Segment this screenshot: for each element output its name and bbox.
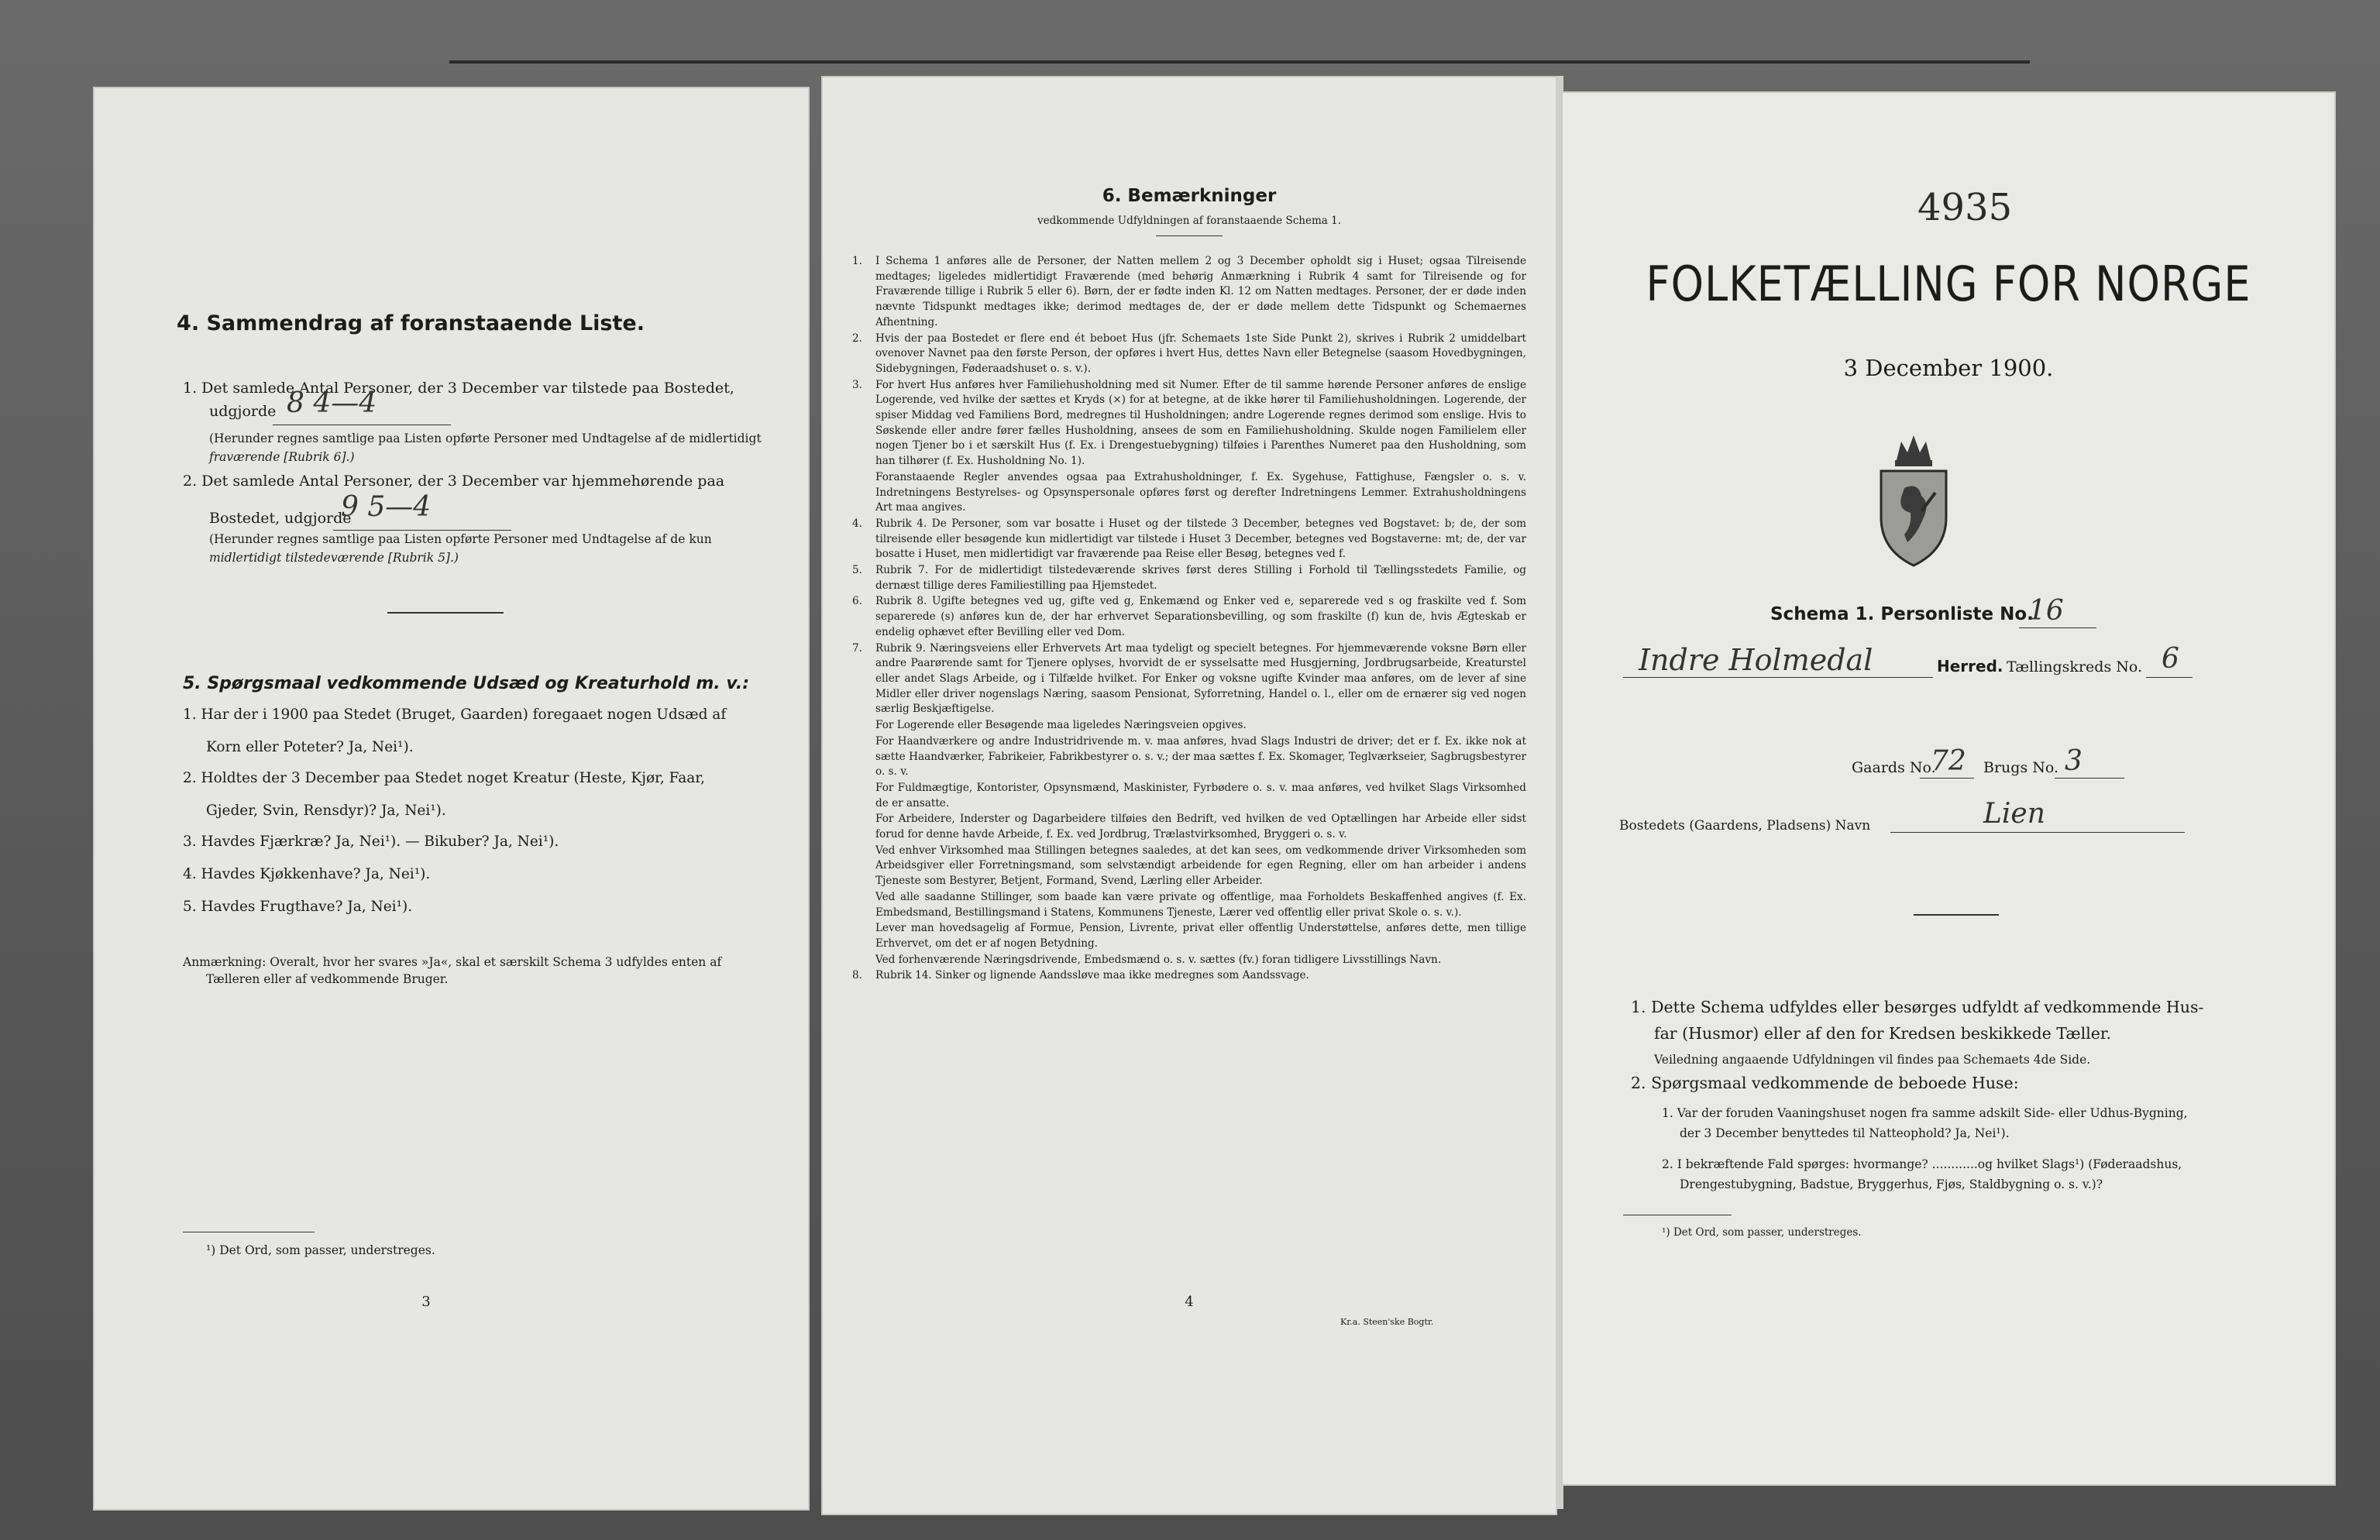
instruction-2-1a: 1. Var der foruden Vaaningshuset nogen fra samme adskilt Side- eller Udhus-Bygning, xyxy=(1662,1106,2188,1120)
remark-text: Lever man hovedsagelig af Formue, Pension, Livrente, privat eller offentlig Understøttelse, anføres dette, men tillige Erhvervet, om det er af nogen Betydning. xyxy=(875,922,1526,950)
remark-number: 2. xyxy=(852,332,862,345)
s4-q1-note-b: fraværende [Rubrik 6].) xyxy=(209,450,355,464)
census-date: 3 December 1900. xyxy=(1843,355,2054,381)
bosted-value: Lien xyxy=(1983,798,2045,830)
instruction-2-1b: der 3 December benyttedes til Natteophold? Ja, Nei¹). xyxy=(1680,1126,2010,1140)
remark-text: For Arbeidere, Inderster og Dagarbeidere tilføies den Bedrift, ved hvilken de ved Optællingen har Arbeide eller sidst forud for denne havde Arbeide, f. Ex. ved Jordbrug, Trælastvirksomhed, Bryggeri o. s. v. xyxy=(875,813,1526,841)
s5-note-a: Anmærkning: Overalt, hvor her svares »Ja«, skal et særskilt Schema 3 udfyldes enten af xyxy=(183,955,722,969)
divider xyxy=(387,612,504,614)
remark-number xyxy=(852,921,875,951)
remark-item xyxy=(852,641,1526,718)
remarks-subtitle: vedkommende Udfyldningen af foranstaaende Schema 1. xyxy=(1037,215,1341,227)
gaards-value: 72 xyxy=(1931,745,1966,777)
remark-text: For Haandværkere og andre Industridrivende m. v. maa anføres, hvad Slags Industri de driver; det er f. Ex. ikke nok at sætte Haandværker, Fabrikeier, Fabrikbestyrer o. s. v.; der maa sættes f. Ex. Skomager, Teglværkseier, Sagbrugsbestyrer o. s. v. xyxy=(875,734,1526,779)
remark-number xyxy=(852,470,875,516)
remark-number: 8. xyxy=(852,969,862,982)
s4-q2-answer: 9 5—4 xyxy=(341,491,432,523)
s4-q1-line: 1. Det samlede Antal Personer, der 3 December var tilstede paa Bostedet, xyxy=(183,380,734,397)
section-5-title: 5. Spørgsmaal vedkommende Udsæd og Kreaturhold m. v.: xyxy=(183,674,750,693)
field-line xyxy=(2146,677,2193,678)
remark-item xyxy=(852,563,1526,593)
s5-q1a: 1. Har der i 1900 paa Stedet (Bruget, Gaarden) foregaaet nogen Udsæd af xyxy=(183,706,727,723)
instruction-2: 2. Spørgsmaal vedkommende de beboede Huse: xyxy=(1631,1074,2019,1092)
page-number-4: 4 xyxy=(1185,1294,1194,1310)
section-4-title: 4. Sammendrag af foranstaaende Liste. xyxy=(177,311,645,335)
remark-text: Rubrik 8. Ugifte betegnes ved ug, gifte ved g, Enkemænd og Enker ved e, separerede ved s og fraskilte ved f. Som separerede (s) anføres kun de, der har erhvervet Separationsbevilling, og som fraskilte (f) kun de, hvis Ægteskab er endelig ophævet efter Bevilling eller ved Dom. xyxy=(875,595,1526,638)
remark-item xyxy=(852,812,1526,842)
schema-number: 16 xyxy=(2028,595,2064,627)
s5-q3: 3. Havdes Fjærkræ? Ja, Nei¹). — Bikuber? Ja, Nei¹). xyxy=(183,834,559,850)
remark-text: For Fuldmægtige, Kontorister, Opsynsmænd, Maskinister, Fyrbødere o. s. v. maa anføres, ved hvilket Slags Virksomhed de er ansatte. xyxy=(875,781,1526,810)
s4-q1-answer: 8 4—4 xyxy=(287,387,377,419)
remark-item xyxy=(852,734,1526,780)
schema-label: Schema 1. Personliste No. xyxy=(1770,604,2034,624)
remark-item xyxy=(852,378,1526,469)
archive-number: 4935 xyxy=(1917,186,2013,229)
s5-q1b: Korn eller Poteter? Ja, Nei¹). xyxy=(206,739,414,755)
remark-number: 6. xyxy=(852,595,862,608)
remark-number: 4. xyxy=(852,517,862,530)
krets-value: 6 xyxy=(2162,643,2179,675)
remark-item xyxy=(852,844,1526,889)
instruction-2-2a: 2. I bekræftende Fald spørges: hvormange? ............og hvilket Slags¹) (Føderaadshus, xyxy=(1662,1157,2182,1171)
s4-q1-note-a: (Herunder regnes samtlige paa Listen opførte Personer med Undtagelse af de midlertidigt xyxy=(209,431,762,445)
remark-text: I Schema 1 anføres alle de Personer, der Natten mellem 2 og 3 December opholdt sig i Huset; ogsaa Tilreisende medtages; ligeledes midlertidigt Fraværende (med behørig Anmærkning i Rubrik 4 samt for Tilreisende og for Fraværende tillige i Rubrik 5 eller 6). Børn, der er fødte inden Kl. 12 om Natten medtages. Personer, der er døde inden nævnte Tidspunkt medtages ikke; derimod medtages de, der er døde mellem dette Tidspunkt og Schemaernes Afhentning. xyxy=(875,255,1526,328)
field-line xyxy=(1623,677,1933,678)
gaards-label: Gaards No. xyxy=(1852,759,1936,776)
remark-item xyxy=(852,718,1526,734)
remarks-title: 6. Bemærkninger xyxy=(1102,186,1277,206)
remark-item xyxy=(852,890,1526,920)
instruction-1a: 1. Dette Schema udfyldes eller besørges udfyldt af vedkommende Hus- xyxy=(1631,998,2204,1016)
instruction-2-2b: Drengestubygning, Badstue, Bryggerhus, Fjøs, Staldbygning o. s. v.)? xyxy=(1680,1177,2103,1191)
answer-line xyxy=(333,530,511,531)
remark-item xyxy=(852,332,1526,377)
s5-q5: 5. Havdes Frugthave? Ja, Nei¹). xyxy=(183,899,413,915)
herred-value: Indre Holmedal xyxy=(1639,643,1873,677)
s4-q1-label: udgjorde xyxy=(209,403,277,420)
brugs-label: Brugs No. xyxy=(1983,759,2059,776)
remark-text: For Logerende eller Besøgende maa ligeledes Næringsveien opgives. xyxy=(875,719,1247,732)
remark-item xyxy=(852,968,1526,984)
remark-number: 5. xyxy=(852,564,862,577)
right-footnote: ¹) Det Ord, som passer, understreges. xyxy=(1662,1226,1862,1239)
s5-note-b: Tælleren eller af vedkommende Bruger. xyxy=(206,972,449,986)
remark-item xyxy=(852,517,1526,562)
printer-mark: Kr.a. Steen'ske Bogtr. xyxy=(1340,1317,1434,1327)
remark-item xyxy=(852,953,1526,968)
s4-q2-line: 2. Det samlede Antal Personer, der 3 December var hjemmehørende paa xyxy=(183,473,725,490)
remark-number xyxy=(852,781,875,811)
s5-q2a: 2. Holdtes der 3 December paa Stedet noget Kreatur (Heste, Kjør, Faar, xyxy=(183,770,705,786)
s4-q2-note-b: midlertidigt tilstedeværende [Rubrik 5].) xyxy=(209,551,459,565)
remark-text: For hvert Hus anføres hver Familiehusholdning med sit Numer. Efter de til samme hørende Personer anføres de enslige Logerende, ved hvilke der sættes et Kryds (×) for at betegne, at de ikke hører til Familiehusholdningen. Logerende, der spiser Middag ved Familiens Bord, medregnes til Husholdningen; andre Logerende regnes derimod som enslige. Hvis to Søskende eller andre fører fælles Husholdning, ansees de som en Familiehusholdning. Skulde nogen Familielem eller nogen Tjener bo i et særskilt Hus (f. Ex. i Drengestuebygning) tilføies i Parenthes Numeret paa den Husholdning, som han tilhører (f. Ex. Husholdning No. 1). xyxy=(875,378,1526,468)
remark-item xyxy=(852,594,1526,640)
field-line xyxy=(1890,832,2185,833)
remark-number xyxy=(852,953,875,968)
bosted-label: Bostedets (Gaardens, Pladsens) Navn xyxy=(1619,818,1871,834)
krets-label: Tællingskreds No. xyxy=(2007,658,2142,675)
herred-label: Herred. xyxy=(1937,657,2003,675)
instruction-1c: Veiledning angaaende Udfyldningen vil findes paa Schemaets 4de Side. xyxy=(1654,1053,2091,1067)
field-line xyxy=(2019,627,2096,628)
remarks-list xyxy=(852,254,1526,985)
remark-number xyxy=(852,718,875,734)
remark-item xyxy=(852,921,1526,951)
brugs-value: 3 xyxy=(2065,745,2082,777)
remark-number: 1. xyxy=(852,255,862,267)
remark-text: Rubrik 9. Næringsveiens eller Erhvervets Art maa tydeligt og specielt betegnes. For hjemmeværende voksne Børn eller andre Paarørende samt for Tjenere oplyses, hvorvidt de er sysselsatte med Husgjerning, Jordbrugsarbeide, Kreaturstel eller andet Slags Arbeide, og i Tilfælde hvilket. For Enker og voksne ugifte Kvinder maa anføres, om de lever af sine Midler eller driver nogenslags Næring, saasom Pensionat, Syforretning, Handel o. l., eller om de ernærer sig ved nogen særlig Beskjæftigelse. xyxy=(875,641,1526,716)
remark-number xyxy=(852,844,875,889)
remark-number xyxy=(852,734,875,780)
s5-q2b: Gjeder, Svin, Rensdyr)? Ja, Nei¹). xyxy=(206,803,446,819)
scanner-edge xyxy=(449,60,2030,64)
remark-text: Ved enhver Virksomhed maa Stillingen betegnes saaledes, at det kan sees, om vedkommende driver Virksomheden som Arbeidsgiver eller Forretningsmand, som selvstændigt arbeidende for egen Regning, eller om han arbeider i andens Tjeneste som Bestyrer, Betjent, Formand, Svend, Lærling eller Arbeider. xyxy=(875,844,1526,888)
s4-q2-label: Bostedet, udgjorde xyxy=(209,510,352,527)
remark-text: Rubrik 7. For de midlertidigt tilstedeværende skrives først deres Stilling i Forhold til Tællingsstedets Familie, og dernæst tillige deres Familiestilling paa Hjemstedet. xyxy=(875,564,1526,592)
remark-text: Ved forhenværende Næringsdrivende, Embedsmænd o. s. v. sættes (fv.) foran tidligere Livsstillings Navn. xyxy=(875,953,1442,966)
page-number-3: 3 xyxy=(421,1294,431,1310)
s5-q4: 4. Havdes Kjøkkenhave? Ja, Nei¹). xyxy=(183,866,431,882)
remark-text: Rubrik 4. De Personer, som var bosatte i Huset og der tilstede 3 December, betegnes ved Bogstavet: b; de, der som tilreisende eller besøgende kun midlertidigt var tilstede i Huset 3 December, betegnes ved Bogstaverne: mt; de, der var bosatte i Huset, men midlertidigt var fraværende paa Reise eller Besøg, betegnes ved f. xyxy=(875,517,1526,561)
remark-number xyxy=(852,890,875,920)
instruction-1b: far (Husmor) eller af den for Kredsen beskikkede Tæller. xyxy=(1654,1024,2111,1043)
page-3 xyxy=(93,87,810,1511)
remark-item xyxy=(852,470,1526,516)
divider xyxy=(1156,235,1223,236)
coat-of-arms-icon xyxy=(1867,426,1960,569)
remark-item xyxy=(852,781,1526,811)
s4-q2-note-a: (Herunder regnes samtlige paa Listen opførte Personer med Undtagelse af de kun xyxy=(209,532,712,546)
left-footnote: ¹) Det Ord, som passer, understreges. xyxy=(206,1243,435,1257)
remark-text: Ved alle saadanne Stillinger, som baade kan være private og offentlige, maa Forholdets Beskaffenhed angives (f. Ex. Embedsmand, Bestillingsmand i Statens, Kommunens Tjeneste, Lærer ved offentlig eller privat Skole o. s. v.). xyxy=(875,890,1526,919)
divider xyxy=(1914,914,1999,916)
remark-text: Rubrik 14. Sinker og lignende Aandssløve maa ikke medregnes som Aandssvage. xyxy=(875,969,1309,982)
remark-text: Foranstaaende Regler anvendes ogsaa paa Extrahusholdninger, f. Ex. Sygehuse, Fattighuse, Fængsler o. s. v. Indretningens Bestyrelses- og Opsynspersonale opføres først og derefter Indretningens Lemmer. Extrahusholdningens Art maa angives. xyxy=(875,470,1526,514)
remark-item xyxy=(852,254,1526,331)
remark-number: 3. xyxy=(852,378,862,391)
census-title: FOLKETÆLLING FOR NORGE xyxy=(1646,256,2251,312)
remark-number xyxy=(852,812,875,842)
field-line xyxy=(1920,778,1974,779)
remark-number: 7. xyxy=(852,641,862,655)
remark-text: Hvis der paa Bostedet er flere end ét beboet Hus (jfr. Schemaets 1ste Side Punkt 2), skrives i Rubrik 2 umiddelbart ovenover Navnet paa den første Person, der opføres i hvert Hus, dettes Navn eller Betegnelse (saasom Hovedbygningen, Sidebygningen, Føderaadshuset o. s. v.). xyxy=(875,332,1526,375)
field-line xyxy=(2055,778,2124,779)
